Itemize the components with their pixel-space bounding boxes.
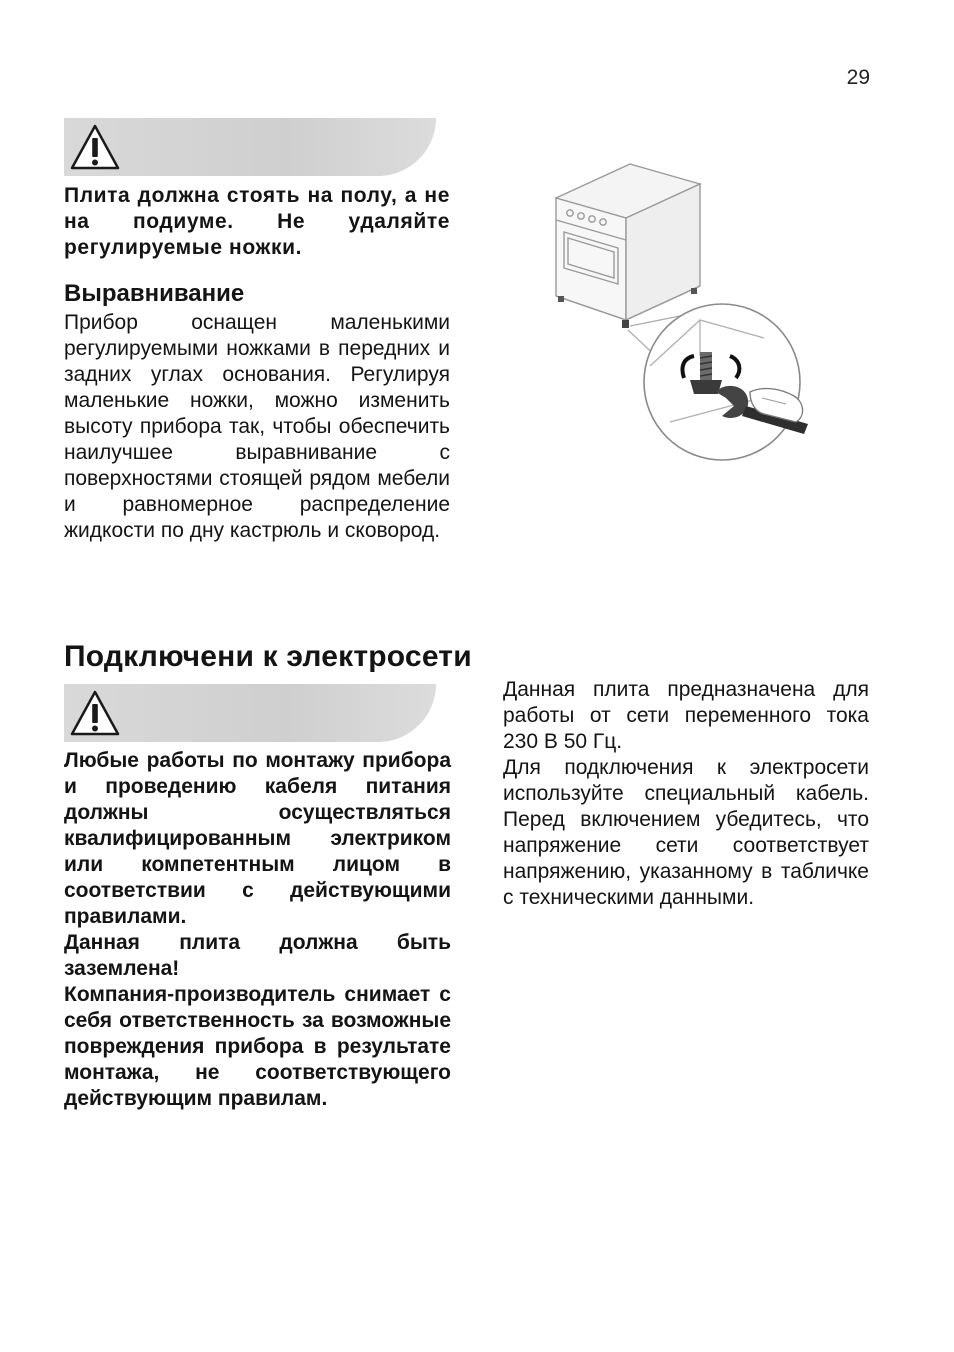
- warning-paragraph: Данная плита должна быть заземлена!: [64, 931, 451, 980]
- info-paragraph: Для подключения к электросети используйте специальный кабель. Перед включением убедитесь, что напряжение сети соответствует напряжению, указанному в табличке с техническими данными.: [503, 756, 869, 909]
- warning-triangle-icon: [69, 688, 121, 738]
- info-paragraph: Данная плита предназначена для работы от сети переменного тока 230 В 50 Гц.: [503, 678, 869, 753]
- section-heading-leveling: Выравнивание: [64, 280, 245, 307]
- electrical-info-text: [503, 677, 869, 911]
- warning-triangle-icon: [69, 122, 121, 172]
- page-number: 29: [846, 66, 870, 89]
- section-heading-electrical: Подключени к электросети: [64, 640, 472, 673]
- cooker-leveling-illustration: [550, 160, 840, 470]
- warning-paragraph: Любые работы по монтажу прибора и проведению кабеля питания должны осуществляться квалифицированным электриком или компетентным лицом в соответствии с действующими правилами.: [64, 749, 451, 928]
- leveling-body: Прибор оснащен маленькими регулируемыми ножками в передних и задних углах основания. Регулируя маленькие ножки, можно изменить высоту прибора так, чтобы обеспечить наилучшее выравнивание с поверхностями стоящей рядом мебели и равномерное распределение жидкости по дну кастрюль и сковород.: [64, 311, 450, 542]
- warning-text: Плита должна стоять на полу, а не на подиуме. Не удаляйте регулируемые ножки.: [64, 184, 450, 259]
- warning-banner: [64, 118, 436, 176]
- electrical-warning-text: [64, 748, 451, 1112]
- warning-banner: [64, 684, 436, 742]
- warning-paragraph: Компания-производитель снимает с себя ответственность за возможные повреждения прибора в результате монтажа, не соответствующего действующим правилам.: [64, 983, 451, 1110]
